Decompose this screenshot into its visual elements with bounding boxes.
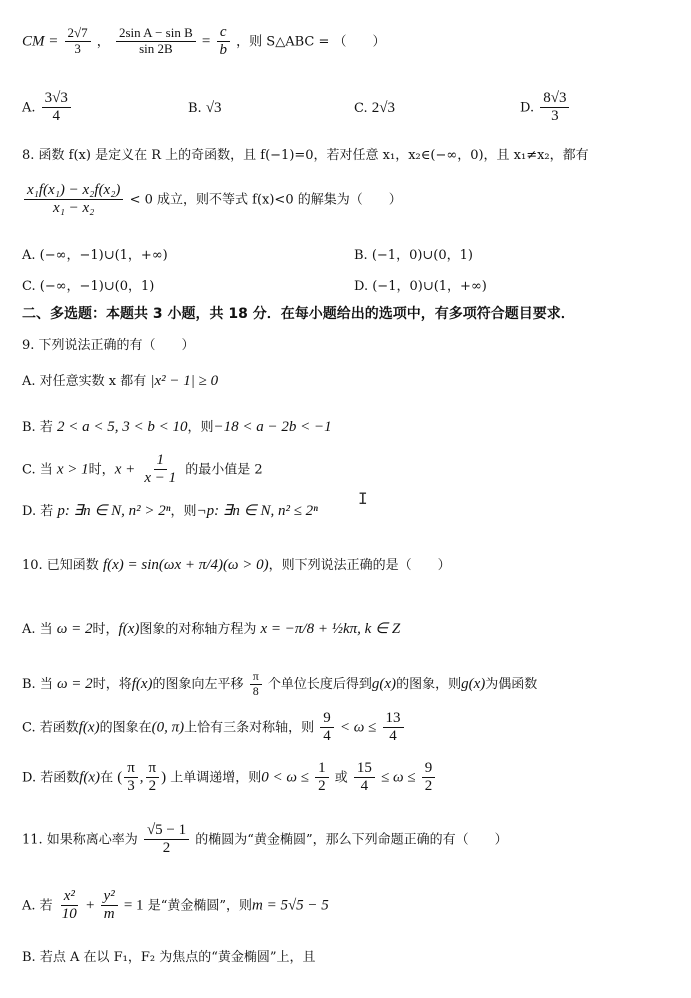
sin-fraction: $\frac{\text{2sin A − sin B}}{\sin 2B}$	[116, 26, 196, 57]
q10-option-b: B. 当 ω = 2时，将f(x)的图象向左平移 $\frac{\pi}{8}$ 个单位长度后得到g(x)的图象，则g(x)为偶函数	[22, 669, 538, 698]
cb-fraction: $\frac{c}{b}$	[217, 24, 231, 60]
text-cursor-icon: I	[358, 489, 368, 508]
q10-option-a: A. 当 ω = 2时，f(x)图象的对称轴方程为 x = −π/8 + ½kπ, k ∈ Z	[22, 621, 401, 637]
q9-option-a: A. 对任意实数 x 都有 |x² − 1| ≥ 0	[22, 373, 219, 389]
cm-fraction: $\frac{2√7}{3}$	[65, 26, 91, 57]
q10-option-d: D. 若函数f(x)在 ( $\frac{\pi}{3}$ , $\frac{\pi}{2}$ ) 上单调递增，则0 < ω ≤ $\frac{1}{2}$ 或 $\frac{15}{4}$ ≤ ω ≤ $\frac{9}{2}$	[22, 760, 437, 796]
q7-option-b: B. √3	[188, 100, 222, 116]
q8-option-a: A. (−∞，−1)∪(1，+∞)	[22, 248, 168, 263]
q10-option-c: C. 若函数f(x)的图象在(0, π)上恰有三条对称轴，则 $\frac{9}{4}$ < ω ≤ $\frac{13}{4}$	[22, 710, 406, 746]
q9-stem: 9. 下列说法正确的有（ ）	[22, 338, 195, 353]
cm-label: CM =	[22, 33, 59, 50]
q7-option-d: D. $\frac{8√3}{3}$	[520, 90, 571, 126]
q8-option-d: D. (−1，0)∪(1，+∞)	[354, 279, 487, 294]
section-heading: 二、多选题：本题共 3 小题，共 18 分．在每小题给出的选项中，有多项符合题目要求．	[22, 306, 575, 322]
q11-option-b: B. 若点 A 在以 F₁，F₂ 为焦点的“黄金椭圆”上，且	[22, 950, 316, 965]
q11-stem: 11. 如果称离心率为 $\frac{√5 - 1}{2}$ 的椭圆为“黄金椭圆”，那么下列命题正确的有（ ）	[22, 822, 508, 857]
q7-option-a: A. $\frac{3√3}{4}$	[22, 90, 73, 126]
q9-option-b: B. 若 2 < a < 5, 3 < b < 10，则−18 < a − 2b < −1	[22, 419, 332, 435]
q9-option-c: C. 当 x > 1时，x + $\frac{1}{x - 1}$ 的最小值是 2	[22, 452, 263, 487]
q8-option-c: C. (−∞，−1)∪(0，1)	[22, 279, 155, 294]
q7-condition: CM = $\frac{2√7}{3}$ ， $\frac{\text{2sin A − sin B}}{\sin 2B}$ = $\frac{c}{b}$ ，则 S△ABC = （ ）	[22, 24, 386, 59]
q8-stem: 8. 函数 f(x) 是定义在 R 上的奇函数，且 f(−1)=0，若对任意 x₁，x₂∈(−∞，0)，且 x₁≠x₂，都有	[22, 148, 589, 163]
q7-ask: ，则 S△ABC = （ ）	[236, 34, 386, 50]
q11-option-a: A. 若 $\frac{\text{x²}}{10}$ + $\frac{\text{y²}}{m}$ = 1 是“黄金椭圆”，则m = 5√5 − 5	[22, 888, 329, 923]
q10-stem: 10. 已知函数 f(x) = sin(ωx + π/4)(ω > 0)，则下列说法正确的是（ ）	[22, 557, 451, 573]
q8-fraction: $\frac{\text{x₁f(x₁) − x₂f(x₂)}}{\text{x₁ − x₂}}$	[24, 182, 123, 218]
q8-condition: $\frac{\text{x₁f(x₁) − x₂f(x₂)}}{\text{x₁ − x₂}}$ < 0 成立，则不等式 f(x)<0 的解集为（ ）	[22, 182, 402, 218]
q7-option-c: C. 2√3	[354, 100, 395, 116]
q8-option-b: B. (−1，0)∪(0，1)	[354, 248, 473, 263]
q9-option-d: D. 若 p: ∃n ∈ N, n² > 2ⁿ，则¬p: ∃n ∈ N, n² ≤ 2ⁿ	[22, 503, 318, 519]
bottom-fade-overlay	[320, 948, 691, 998]
